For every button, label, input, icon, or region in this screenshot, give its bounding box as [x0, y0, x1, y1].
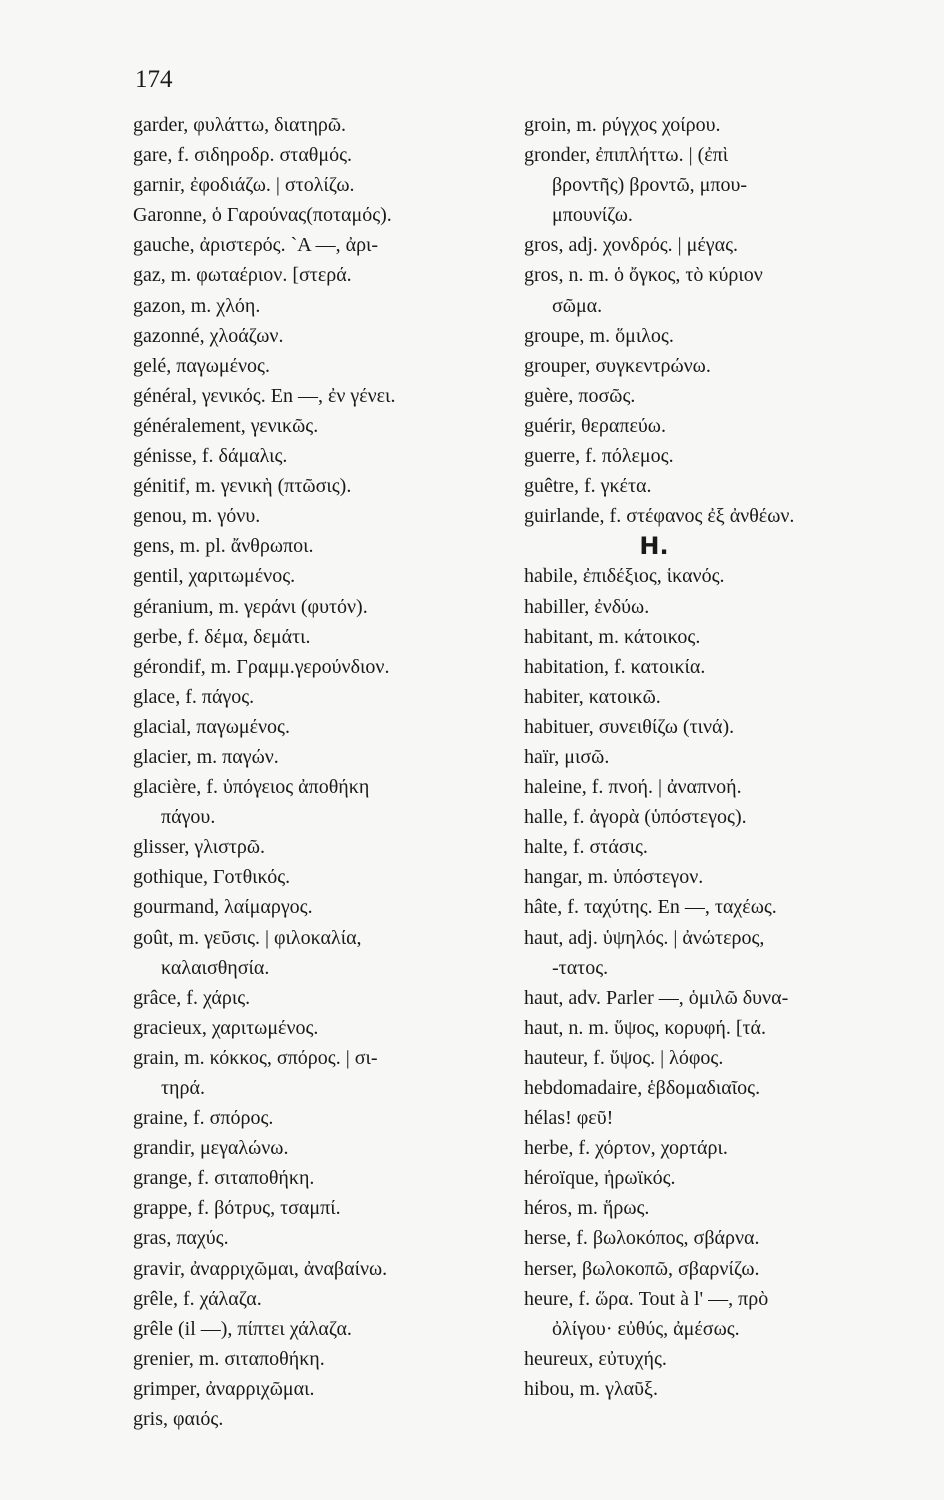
dictionary-entry-line: guérir, θεραπεύω.: [524, 414, 666, 437]
dictionary-entry-line: hâte, f. ταχύτης. En —, ταχέως.: [524, 896, 777, 919]
dictionary-entry-line: gauche, ἀριστερός. `A —, ἀρι-: [133, 234, 379, 257]
dictionary-entry-line: gris, φαιός.: [133, 1408, 224, 1431]
dictionary-entry-line: groin, m. ρύγχος χοίρου.: [524, 114, 721, 136]
dictionary-entry-line: haut, adj. ὑψηλός. | ἀνώτερος,: [524, 926, 765, 949]
dictionary-entry-line: gronder, ἐπιπλήττω. | (ἐπὶ: [524, 144, 729, 167]
dictionary-entry-line: glacier, m. παγών.: [133, 745, 279, 768]
dictionary-entry-line: μπουνίζω.: [552, 204, 633, 227]
dictionary-entry-line: grain, m. κόκκος, σπόρος. | σι-: [133, 1046, 378, 1069]
dictionary-entry-line: grappe, f. βότρυς, τσαμπί.: [133, 1197, 341, 1220]
dictionary-entry-line: génitif, m. γενικὴ (πτῶσις).: [133, 475, 352, 498]
left-column: [133, 110, 513, 1434]
right-column: [524, 110, 924, 1404]
dictionary-entry-line: gothique, Γοτθικός.: [133, 866, 291, 889]
dictionary-entry-line: habituer, συνειθίζω (τινά).: [524, 715, 735, 738]
dictionary-entry-line: habiller, ἐνδύω.: [524, 595, 650, 618]
dictionary-entry-line: genou, m. γόνυ.: [133, 505, 261, 528]
dictionary-entry-line: haut, n. m. ὕψος, κορυφή. [τά.: [524, 1016, 767, 1039]
dictionary-entry-line: βροντῆς) βροντῶ, μπου-: [552, 174, 748, 197]
dictionary-entry-line: haut, adv. Parler —, ὁμιλῶ δυνα-: [524, 986, 789, 1009]
dictionary-entry-line: gelé, παγωμένος.: [133, 354, 270, 377]
dictionary-entry-line: généralement, γενικῶς.: [133, 414, 319, 437]
dictionary-entry-line: τηρά.: [161, 1077, 205, 1099]
dictionary-entry-line: herbe, f. χόρτον, χορτάρι.: [524, 1137, 728, 1160]
dictionary-entry-line: gaz, m. φωταέριον. [στερά.: [133, 264, 352, 287]
dictionary-entry-line: graine, f. σπόρος.: [133, 1107, 274, 1130]
dictionary-entry-line: hangar, m. ὑπόστεγον.: [524, 866, 704, 889]
dictionary-entry-line: grêle (il —), πίπτει χάλαζα.: [133, 1317, 352, 1340]
dictionary-entry-line: σῶμα.: [552, 294, 603, 317]
dictionary-entry-line: gazonné, χλοάζων.: [133, 324, 284, 347]
dictionary-entry-line: gazon, m. χλόη.: [133, 294, 261, 317]
dictionary-entry-line: gens, m. pl. ἄνθρωποι.: [133, 535, 314, 558]
dictionary-entry-line: Garonne, ὁ Γαρούνας(ποταμός).: [133, 204, 392, 227]
dictionary-entry-line: géranium, m. γεράνι (φυτόν).: [133, 595, 368, 618]
dictionary-entry-line: grouper, συγκεντρώνω.: [524, 354, 711, 377]
dictionary-entry-line: gracieux, χαριτωμένος.: [133, 1016, 319, 1039]
dictionary-entry-line: glacière, f. ὑπόγειος ἀποθήκη: [133, 776, 370, 799]
dictionary-entry-line: général, γενικός. En —, ἐν γένει.: [133, 384, 396, 407]
dictionary-entry-line: habitation, f. κατοικία.: [524, 655, 706, 678]
dictionary-entry-line: gros, adj. χονδρός. | μέγας.: [524, 234, 739, 257]
dictionary-entry-line: héroïque, ἡρωϊκός.: [524, 1167, 676, 1190]
dictionary-entry-line: goût, m. γεῦσις. | φιλοκαλία,: [133, 926, 362, 949]
dictionary-entry-line: heure, f. ὥρα. Tout à l' —, πρὸ: [524, 1287, 769, 1310]
dictionary-entry-line: καλαισθησία.: [161, 956, 270, 979]
dictionary-entry-line: guêtre, f. γκέτα.: [524, 475, 652, 498]
dictionary-entry-line: habitant, m. κάτοικος.: [524, 625, 701, 648]
dictionary-entry-line: hibou, m. γλαῦξ.: [524, 1377, 658, 1400]
dictionary-entry-line: halte, f. στάσις.: [524, 836, 648, 859]
dictionary-entry-line: gras, παχύς.: [133, 1227, 229, 1250]
dictionary-entry-line: hélas! φεῦ!: [524, 1107, 614, 1130]
dictionary-entry-line: garder, φυλάττω, διατηρῶ.: [133, 114, 347, 136]
dictionary-entry-line: herse, f. βωλοκόπος, σβάρνα.: [524, 1227, 760, 1250]
dictionary-entry-line: gérondif, m. Γραμμ.γερούνδιον.: [133, 655, 390, 678]
dictionary-entry-line: héros, m. ἥρως.: [524, 1197, 650, 1220]
dictionary-entry-line: gourmand, λαίμαργος.: [133, 896, 313, 919]
dictionary-entry-line: halle, f. ἀγορὰ (ὑπόστεγος).: [524, 806, 747, 829]
dictionary-entry-line: glisser, γλιστρῶ.: [133, 836, 266, 859]
dictionary-entry-line: guerre, f. πόλεμος.: [524, 445, 674, 468]
dictionary-entry-line: gerbe, f. δέμα, δεμάτι.: [133, 625, 311, 648]
dictionary-entry-line: génisse, f. δάμαλις.: [133, 445, 288, 468]
page-number: 174: [135, 66, 173, 93]
dictionary-entry-line: herser, βωλοκοπῶ, σβαρνίζω.: [524, 1257, 760, 1280]
dictionary-entry-line: grêle, f. χάλαζα.: [133, 1287, 262, 1310]
dictionary-entry-line: hauteur, f. ὕψος. | λόφος.: [524, 1046, 724, 1069]
dictionary-entry-line: gare, f. σιδηροδρ. σταθμός.: [133, 144, 353, 167]
dictionary-entry-line: grange, f. σιταποθήκη.: [133, 1167, 315, 1190]
dictionary-entry-line: glacial, παγωμένος.: [133, 715, 290, 738]
dictionary-entry-line: habiter, κατοικῶ.: [524, 685, 661, 708]
dictionary-entry-line: grimper, ἀναρριχῶμαι.: [133, 1377, 315, 1400]
dictionary-entry-line: πάγου.: [161, 806, 216, 829]
dictionary-entry-line: groupe, m. ὅμιλος.: [524, 324, 674, 347]
dictionary-entry-line: habile, ἐπιδέξιος, ἱκανός.: [524, 565, 725, 588]
dictionary-entry-line: grâce, f. χάρις.: [133, 986, 251, 1009]
dictionary-entry-line: gros, n. m. ὁ ὄγκος, τὸ κύριον: [524, 264, 763, 287]
dictionary-entry-line: haïr, μισῶ.: [524, 745, 610, 768]
dictionary-entry-line: gentil, χαριτωμένος.: [133, 565, 296, 588]
section-heading: H.: [639, 532, 669, 561]
dictionary-entry-line: hebdomadaire, ἑβδομαδιαῖος.: [524, 1077, 761, 1099]
dictionary-entry-line: haleine, f. πνοή. | ἀναπνοή.: [524, 776, 742, 799]
dictionary-entry-line: gravir, ἀναρριχῶμαι, ἀναβαίνω.: [133, 1257, 388, 1280]
dictionary-entry-line: heureux, εὐτυχής.: [524, 1347, 667, 1370]
dictionary-entry-line: guirlande, f. στέφανος ἐξ ἀνθέων.: [524, 505, 795, 528]
dictionary-entry-line: guère, ποσῶς.: [524, 384, 636, 407]
dictionary-entry-line: grenier, m. σιταποθήκη.: [133, 1347, 325, 1370]
dictionary-entry-line: -τατος.: [552, 956, 609, 979]
dictionary-entry-line: grandir, μεγαλώνω.: [133, 1137, 289, 1160]
dictionary-entry-line: ὀλίγου· εὐθύς, ἀμέσως.: [552, 1317, 740, 1340]
dictionary-entry-line: glace, f. πάγος.: [133, 685, 255, 708]
dictionary-entry-line: garnir, ἐφοδιάζω. | στολίζω.: [133, 174, 355, 197]
